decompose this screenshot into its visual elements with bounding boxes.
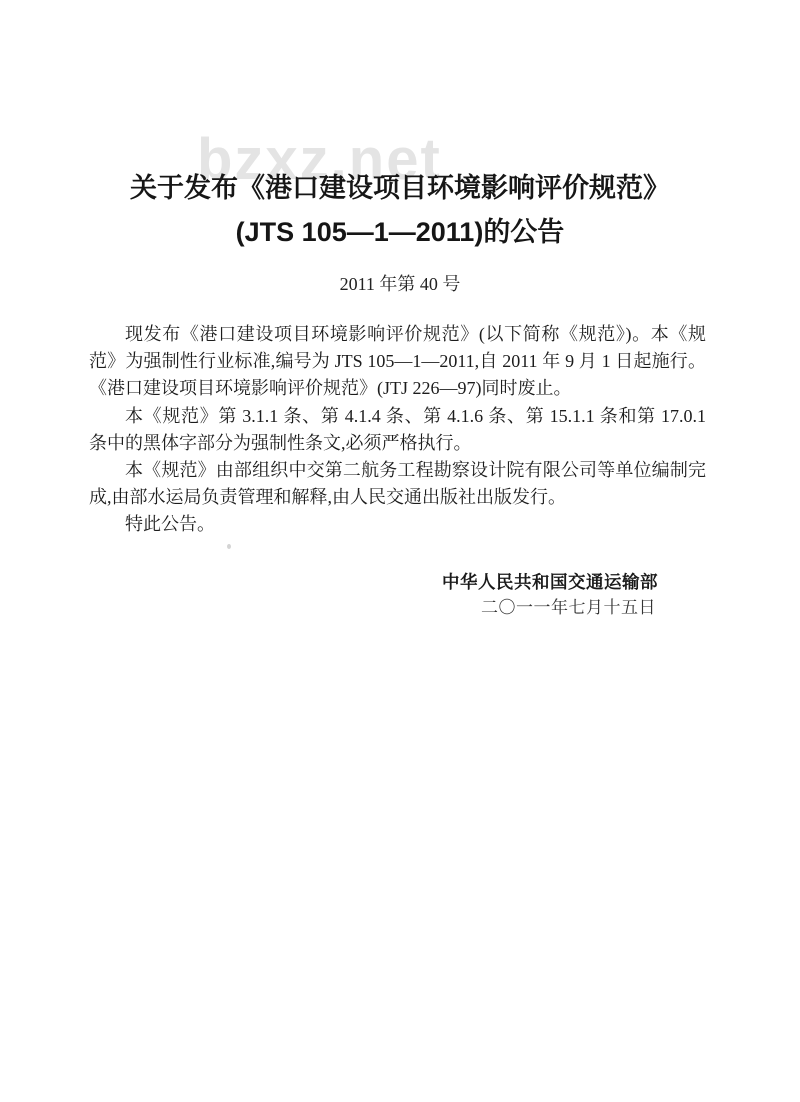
issue-date: 二〇一一年七月十五日 — [481, 597, 656, 617]
document-title-line1: 关于发布《港口建设项目环境影响评价规范》 — [130, 173, 670, 203]
issuing-authority: 中华人民共和国交通运输部 — [442, 571, 658, 592]
paragraph-closing: 特此公告。 — [125, 514, 215, 535]
paragraph-mandatory-clauses: 本《规范》第 3.1.1 条、第 4.1.4 条、第 4.1.6 条、第 15.1.1 条和第 17.0.1 条中的黑体字部分为强制性条文,必须严格执行。 — [89, 405, 706, 453]
document-title — [0, 0, 800, 254]
document-body — [89, 321, 706, 539]
signature-block — [0, 569, 800, 621]
document-title-line2: (JTS 105—1—2011)的公告 — [235, 217, 565, 247]
paragraph-publisher: 本《规范》由部组织中交第二航务工程勘察设计院有限公司等单位编制完成,由部水运局负责管理和解释,由人民交通出版社出版发行。 — [89, 460, 706, 508]
site-watermark: bzxz.net — [197, 127, 442, 192]
paragraph-announcement: 现发布《港口建设项目环境影响评价规范》(以下简称《规范》)。本《规范》为强制性行业标准,编号为 JTS 105—1—2011,自 2011 年 9 月 1 日起施行。《港口建设项目环境影响评价规范》(JTJ 226—97)同时废止。 — [89, 324, 706, 399]
document-number: 2011 年第 40 号 — [339, 274, 461, 294]
